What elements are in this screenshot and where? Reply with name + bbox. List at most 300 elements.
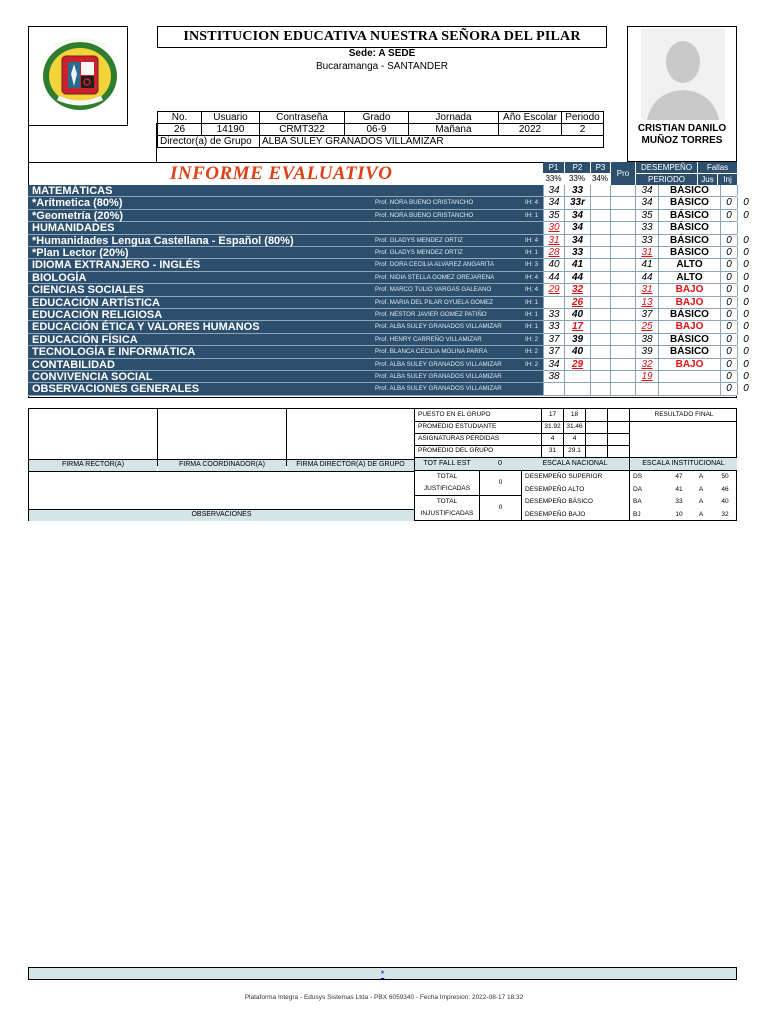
performance-level: BÁSICO xyxy=(658,210,720,221)
grade-p1: 28 xyxy=(543,247,564,258)
header-p2: P2 xyxy=(564,162,590,173)
performance-level: BÁSICO xyxy=(658,309,720,320)
grade-blank xyxy=(610,297,635,308)
grade-p2: 41 xyxy=(564,259,590,270)
subject-name: CONVIVENCIA SOCIAL xyxy=(32,371,153,383)
grade-p3 xyxy=(590,321,610,332)
info-value-periodo: 2 xyxy=(562,124,604,136)
school-name: INSTITUCION EDUCATIVA NUESTRA SEÑORA DEL PILAR xyxy=(157,26,607,48)
grade-p3 xyxy=(590,235,610,246)
absences-unjustified: 0 xyxy=(737,309,754,320)
grade-average: 41 xyxy=(635,259,658,270)
grade-blank xyxy=(610,334,635,345)
grade-average: 31 xyxy=(635,284,658,295)
teacher-name: Prof. ALBA SULEY GRANADOS VILLAMIZAR xyxy=(375,385,502,393)
subject-cell xyxy=(28,210,543,221)
grade-average: 38 xyxy=(635,334,658,345)
info-value-ano: 2022 xyxy=(499,124,562,136)
grade-p3 xyxy=(590,247,610,258)
subject-row xyxy=(28,222,737,234)
subject-name: CIENCIAS SOCIALES xyxy=(32,284,144,297)
absences-unjustified: 0 xyxy=(737,321,754,332)
grade-p3 xyxy=(590,371,610,382)
header-p3: P3 xyxy=(590,162,610,173)
teacher-name: Prof. ALBA SULEY GRANADOS VILLAMIZAR xyxy=(375,360,502,368)
subject-cell xyxy=(28,222,543,233)
scale-code: BJ xyxy=(633,510,641,518)
absences-justified: 0 xyxy=(720,309,737,320)
hours-per-week: IH: 2 xyxy=(525,335,539,343)
absences-unjustified: 0 xyxy=(737,272,754,283)
subject-row xyxy=(28,346,749,359)
firma-rector-label: FIRMA RECTOR(A) xyxy=(29,460,157,471)
info-header-jornada: Jornada xyxy=(409,112,499,124)
absences-unjustified: 0 xyxy=(737,346,754,357)
teacher-name: Prof. DORA CECILIA ALVAREZ ANGARITA xyxy=(375,261,494,269)
subject-cell xyxy=(28,359,543,370)
absences-justified xyxy=(720,185,737,196)
subject-row xyxy=(28,358,749,371)
grade-p3 xyxy=(590,297,610,308)
grade-p3 xyxy=(590,272,610,283)
subject-cell xyxy=(28,259,543,270)
grade-p2: 33r xyxy=(564,197,590,208)
subject-cell xyxy=(28,247,543,258)
subject-cell xyxy=(28,272,543,283)
grade-p2: 44 xyxy=(564,272,590,283)
info-header-grado: Grado xyxy=(345,112,409,124)
header-weight-2: 33% xyxy=(564,173,590,185)
hours-per-week: IH: 3 xyxy=(525,261,539,269)
grade-p2: 34 xyxy=(564,210,590,221)
hours-per-week: IH: 1 xyxy=(525,298,539,306)
grade-p3 xyxy=(590,284,610,295)
performance-level: BAJO xyxy=(658,284,720,295)
teacher-name: Prof. BLANCA CECILIA MOLINA PARRA xyxy=(375,348,488,356)
absences-justified: 0 xyxy=(720,247,737,258)
grade-blank xyxy=(610,247,635,258)
grade-p2: 39 xyxy=(564,334,590,345)
absences-justified: 0 xyxy=(720,383,737,394)
hours-per-week: IH: 4 xyxy=(525,273,539,281)
absences-justified: 0 xyxy=(720,210,737,221)
grade-blank xyxy=(610,284,635,295)
student-name: CRISTIAN DANILO MUÑOZ TORRES xyxy=(637,123,727,146)
grade-p3 xyxy=(590,346,610,357)
director-name: ALBA SULEY GRANADOS VILLAMIZAR xyxy=(260,136,604,148)
absences-justified: 0 xyxy=(720,359,737,370)
grade-blank xyxy=(610,222,635,233)
subject-row xyxy=(28,197,749,210)
grade-p1: 37 xyxy=(543,346,564,357)
grade-p2: 34 xyxy=(564,235,590,246)
footer-bar xyxy=(28,967,737,980)
grade-p3 xyxy=(590,185,610,196)
subject-name: EDUCACIÓN FÍSICA xyxy=(32,333,138,346)
subject-name: CONTABILIDAD xyxy=(32,358,115,371)
grade-p2 xyxy=(564,371,590,382)
absences-justified: 0 xyxy=(720,321,737,332)
scale-code: BA xyxy=(633,498,642,505)
subject-name: IDIOMA EXTRANJERO - INGLÉS xyxy=(32,259,201,272)
info-header-periodo: Periodo xyxy=(562,112,604,124)
subject-row xyxy=(28,271,749,284)
absences-unjustified: 0 xyxy=(737,371,754,382)
total-label-2: TOTAL xyxy=(436,498,458,505)
promedio-grupo-label: PROMEDIO DEL GRUPO xyxy=(418,447,494,454)
scale-national-label: DESEMPEÑO BAJO xyxy=(525,510,586,518)
grade-p2: 17 xyxy=(564,321,590,332)
absences-unjustified xyxy=(737,222,754,233)
subject-cell xyxy=(28,321,543,332)
header-pro: Pro xyxy=(610,162,635,185)
hours-per-week: IH: 1 xyxy=(525,323,539,331)
subject-cell xyxy=(28,197,543,208)
subject-row xyxy=(28,259,749,272)
total-label-1: TOTAL xyxy=(436,473,458,480)
scale-a: A xyxy=(698,485,704,493)
info-value-contrasena: CRMT322 xyxy=(260,124,345,136)
report-title: INFORME EVALUATIVO xyxy=(170,163,393,184)
header-inj: Inj xyxy=(717,173,737,185)
subject-name: *Geometría (20%) xyxy=(32,209,124,222)
scale-a: A xyxy=(698,473,704,480)
justificadas-value: 0 xyxy=(498,479,503,486)
absences-justified: 0 xyxy=(720,197,737,208)
info-value-grado: 06-9 xyxy=(345,124,409,136)
grade-average xyxy=(635,383,658,394)
director-label: Director(a) de Grupo xyxy=(158,136,260,148)
subject-row xyxy=(28,247,749,259)
grade-p3 xyxy=(590,210,610,221)
subject-cell xyxy=(28,185,543,196)
grade-p1 xyxy=(543,297,564,308)
teacher-name: Prof. MARIA DEL PILAR OYUELA GOMEZ xyxy=(375,298,494,306)
resultado-final-label: RESULTADO FINAL xyxy=(654,411,714,418)
absences-justified: 0 xyxy=(720,272,737,283)
performance-level xyxy=(658,371,720,382)
summary-box xyxy=(28,408,737,521)
info-header-usuario: Usuario xyxy=(202,112,260,124)
grade-p3 xyxy=(590,334,610,345)
performance-level: BÁSICO xyxy=(658,247,720,258)
absences-unjustified: 0 xyxy=(737,235,754,246)
header-desempeno: DESEMPEÑO xyxy=(635,162,697,173)
performance-level: ALTO xyxy=(658,272,720,283)
grade-blank xyxy=(610,235,635,246)
grade-p3 xyxy=(590,222,610,233)
subject-cell xyxy=(28,334,543,345)
teacher-name: Prof. HENRY CARREÑO VILLAMIZAR xyxy=(375,335,482,343)
grade-p1: 34 xyxy=(543,185,564,196)
grade-p1: 37 xyxy=(543,334,564,345)
subject-name: HUMANIDADES xyxy=(32,222,115,235)
header-weight-3: 34% xyxy=(591,174,608,183)
teacher-name: Prof. ALBA SULEY GRANADOS VILLAMIZAR xyxy=(375,323,502,331)
subject-row xyxy=(28,309,749,321)
absences-unjustified: 0 xyxy=(737,383,754,394)
grade-average: 33 xyxy=(635,222,658,233)
grade-p1: 33 xyxy=(543,321,564,332)
absences-unjustified xyxy=(737,185,754,196)
grade-average: 32 xyxy=(635,359,658,370)
absences-justified: 0 xyxy=(720,284,737,295)
teacher-name: Prof. NESTOR JAVIER GOMEZ PATIÑO xyxy=(375,311,487,318)
grade-blank xyxy=(610,371,635,382)
grade-blank xyxy=(610,321,635,332)
scale-a: A xyxy=(698,498,704,505)
injustificadas-value: 0 xyxy=(498,504,503,511)
info-value-usuario: 14190 xyxy=(202,124,260,136)
subject-row xyxy=(28,383,749,396)
subject-name: EDUCACIÓN ARTÍSTICA xyxy=(32,296,160,309)
justificadas-label: JUSTIFICADAS xyxy=(423,485,471,492)
subject-name: MATEMÁTICAS xyxy=(32,185,113,197)
scale-national-label: DESEMPEÑO ALTO xyxy=(525,485,585,493)
teacher-name: Prof. NORA BUENO CRISTANCHO xyxy=(375,211,474,219)
teacher-name: Prof. MARCO TULIO VARGAS GALEANO xyxy=(375,286,492,294)
teacher-name: Prof. NORA BUENO CRISTANCHO xyxy=(375,199,474,207)
tot-fall-label: TOT FALL EST xyxy=(415,458,479,470)
grade-p1: 44 xyxy=(543,272,564,283)
escala-institucional-label: ESCALA INSTITUCIONAL xyxy=(630,458,737,470)
grade-p1: 34 xyxy=(543,197,564,208)
performance-level: ALTO xyxy=(658,259,720,270)
subject-row xyxy=(28,333,749,346)
subject-row xyxy=(28,321,749,334)
absences-unjustified: 0 xyxy=(737,297,754,308)
school-crest-logo xyxy=(40,36,120,112)
tot-fall-value: 0 xyxy=(479,458,521,470)
scale-to: 40 xyxy=(721,498,729,505)
info-header-contrasena: Contraseña xyxy=(260,112,345,124)
grade-p3 xyxy=(590,197,610,208)
grade-average: 44 xyxy=(635,272,658,283)
scale-code: DA xyxy=(633,485,643,493)
absences-unjustified: 0 xyxy=(737,210,754,221)
scale-from: 41 xyxy=(675,485,683,493)
absences-justified: 0 xyxy=(720,371,737,382)
promedio-estudiante-label: PROMEDIO ESTUDIANTE xyxy=(418,423,497,430)
puesto-p1: 17 xyxy=(548,411,557,418)
grade-p3 xyxy=(590,309,610,320)
grade-blank xyxy=(610,185,635,196)
grade-p2: 40 xyxy=(564,309,590,320)
absences-unjustified: 0 xyxy=(737,359,754,370)
grade-blank xyxy=(610,259,635,270)
hours-per-week: IH: 1 xyxy=(525,249,539,256)
performance-level: BAJO xyxy=(658,321,720,332)
absences-unjustified: 0 xyxy=(737,247,754,258)
subject-row xyxy=(28,234,749,247)
grade-p2: 33 xyxy=(564,185,590,196)
absences-justified: 0 xyxy=(720,346,737,357)
performance-level: BÁSICO xyxy=(658,197,720,208)
city-label: Bucaramanga - SANTANDER xyxy=(315,61,449,72)
asignaturas-perdidas-label: ASIGNATURAS PERDIDAS xyxy=(418,435,500,442)
teacher-name: Prof. ALBA SULEY GRANADOS VILLAMIZAR xyxy=(375,373,502,380)
info-value-no: 26 xyxy=(158,124,202,136)
grade-p3 xyxy=(590,359,610,370)
student-photo-placeholder-icon xyxy=(641,28,725,125)
header-weight-1: 33% xyxy=(543,173,564,185)
performance-level: BÁSICO xyxy=(658,235,720,246)
subject-cell xyxy=(28,371,543,382)
absences-justified: 0 xyxy=(720,297,737,308)
header-p1: P1 xyxy=(543,162,564,173)
scale-national-label: DESEMPEÑO SUPERIOR xyxy=(525,473,603,480)
teacher-name: Prof. GLADYS MENDEZ ORTIZ xyxy=(375,236,463,244)
hours-per-week: IH: 4 xyxy=(525,199,539,207)
absences-justified: 0 xyxy=(720,334,737,345)
header-jus: Jus xyxy=(697,173,717,185)
subject-row xyxy=(28,296,749,309)
performance-level xyxy=(658,383,720,394)
header-periodo: PERIODO xyxy=(635,173,697,185)
info-header-no: No. xyxy=(158,112,202,124)
performance-level: BAJO xyxy=(658,297,720,308)
subject-cell xyxy=(28,235,543,246)
grade-p1: 31 xyxy=(543,235,564,246)
student-info-table xyxy=(157,111,604,148)
grade-blank xyxy=(610,272,635,283)
firma-director-label: FIRMA DIRECTOR(A) DE GRUPO xyxy=(287,460,414,471)
grade-blank xyxy=(610,346,635,357)
grade-p2: 40 xyxy=(564,346,590,357)
grade-p1: 40 xyxy=(543,259,564,270)
subject-cell xyxy=(28,284,543,295)
subject-name: BIOLOGÍA xyxy=(32,271,87,284)
grade-average: 31 xyxy=(635,247,658,258)
grade-p3 xyxy=(590,259,610,270)
grade-p1: 35 xyxy=(543,210,564,221)
promedio-grupo-p1: 31 xyxy=(548,447,557,454)
grade-average: 13 xyxy=(635,297,658,308)
hours-per-week: IH: 4 xyxy=(525,286,539,294)
scale-to: 46 xyxy=(721,485,729,493)
scale-code: DS xyxy=(633,473,643,480)
subject-name: OBSERVACIONES GENERALES xyxy=(32,383,200,396)
scale-a: A xyxy=(698,510,704,518)
subject-name: *Arítmetica (80%) xyxy=(32,197,123,210)
hours-per-week: IH: 1 xyxy=(525,311,539,318)
grade-average: 37 xyxy=(635,309,658,320)
subject-row xyxy=(28,185,737,197)
subject-name: EDUCACIÓN ÉTICA Y VALORES HUMANOS xyxy=(32,321,260,334)
scale-from: 10 xyxy=(675,510,683,518)
grade-p1: 29 xyxy=(543,284,564,295)
grade-average: 39 xyxy=(635,346,658,357)
footer-mark[interactable]: * xyxy=(380,969,385,979)
subject-name: *Plan Lector (20%) xyxy=(32,247,129,259)
grade-p2: 33 xyxy=(564,247,590,258)
grade-blank xyxy=(610,197,635,208)
grade-p1: 34 xyxy=(543,359,564,370)
absences-justified: 0 xyxy=(720,259,737,270)
subject-name: EDUCACIÓN RELIGIOSA xyxy=(32,309,163,321)
subject-cell xyxy=(28,346,543,357)
subject-name: TECNOLOGÍA E INFORMÁTICA xyxy=(32,346,196,359)
grade-p2: 29 xyxy=(564,359,590,370)
promedio-est-p1: 31.92 xyxy=(544,423,561,430)
promedio-est-p2: 31.46 xyxy=(566,423,583,430)
performance-level: BÁSICO xyxy=(658,222,720,233)
absences-unjustified: 0 xyxy=(737,334,754,345)
grade-average: 34 xyxy=(635,197,658,208)
grade-p1: 38 xyxy=(543,371,564,382)
grade-blank xyxy=(610,383,635,394)
performance-level: BÁSICO xyxy=(658,346,720,357)
hours-per-week: IH: 2 xyxy=(525,360,539,368)
grade-average: 34 xyxy=(635,185,658,196)
grade-average: 19 xyxy=(635,371,658,382)
promedio-grupo-p2: 29.1 xyxy=(568,447,581,454)
subject-row xyxy=(28,371,749,383)
hours-per-week: IH: 4 xyxy=(525,236,539,244)
sede-label: Sede: A SEDE xyxy=(348,48,416,59)
header-fallas: Fallas xyxy=(697,162,737,173)
subject-name: *Humanidades Lengua Castellana - Español (80%) xyxy=(32,234,294,247)
subject-cell xyxy=(28,383,543,394)
grade-blank xyxy=(610,309,635,320)
teacher-name: Prof. NIDIA STELLA GOMEZ OREJARENA xyxy=(375,273,495,281)
grade-blank xyxy=(610,210,635,221)
grade-p2 xyxy=(564,383,590,394)
scale-from: 33 xyxy=(675,498,683,505)
absences-unjustified: 0 xyxy=(737,197,754,208)
teacher-name: Prof. GLADYS MENDEZ ORTIZ xyxy=(375,249,463,256)
injustificadas-label: INJUSTIFICADAS xyxy=(420,510,474,517)
grade-average: 25 xyxy=(635,321,658,332)
footer-text: Plataforma Integra - Edusys Sistemas Ltda - PBX 6059340 - Fecha Impresion: 2022-08-17 18:32 xyxy=(244,994,524,1001)
perdidas-p2: 4 xyxy=(572,435,577,442)
grade-average: 35 xyxy=(635,210,658,221)
left-info-frame xyxy=(28,123,157,163)
absences-unjustified: 0 xyxy=(737,284,754,295)
observaciones-label: OBSERVACIONES xyxy=(29,510,414,521)
subject-cell xyxy=(28,309,543,320)
scale-national-label: DESEMPEÑO BÁSICO xyxy=(525,498,593,505)
grade-p1 xyxy=(543,383,564,394)
info-value-jornada: Mañana xyxy=(409,124,499,136)
performance-level: BÁSICO xyxy=(658,185,720,196)
grade-p2: 32 xyxy=(564,284,590,295)
absences-justified: 0 xyxy=(720,235,737,246)
performance-level: BAJO xyxy=(658,359,720,370)
grade-blank xyxy=(610,359,635,370)
grade-p1: 30 xyxy=(543,222,564,233)
grade-p2: 26 xyxy=(564,297,590,308)
scale-to: 32 xyxy=(721,510,729,518)
performance-level: BÁSICO xyxy=(658,334,720,345)
hours-per-week: IH: 1 xyxy=(525,211,539,219)
grade-p3 xyxy=(590,383,610,394)
subject-row xyxy=(28,284,749,297)
puesto-p2: 18 xyxy=(570,411,579,418)
hours-per-week: IH: 2 xyxy=(525,348,539,356)
perdidas-p1: 4 xyxy=(550,435,555,442)
scale-to: 50 xyxy=(721,473,729,480)
grade-p1: 33 xyxy=(543,309,564,320)
grade-average: 33 xyxy=(635,235,658,246)
scale-from: 47 xyxy=(675,473,683,480)
absences-justified xyxy=(720,222,737,233)
subject-cell xyxy=(28,297,543,308)
absences-unjustified: 0 xyxy=(737,259,754,270)
grade-p2: 34 xyxy=(564,222,590,233)
escala-nacional-label: ESCALA NACIONAL xyxy=(521,458,629,470)
info-header-ano: Año Escolar xyxy=(499,112,562,124)
